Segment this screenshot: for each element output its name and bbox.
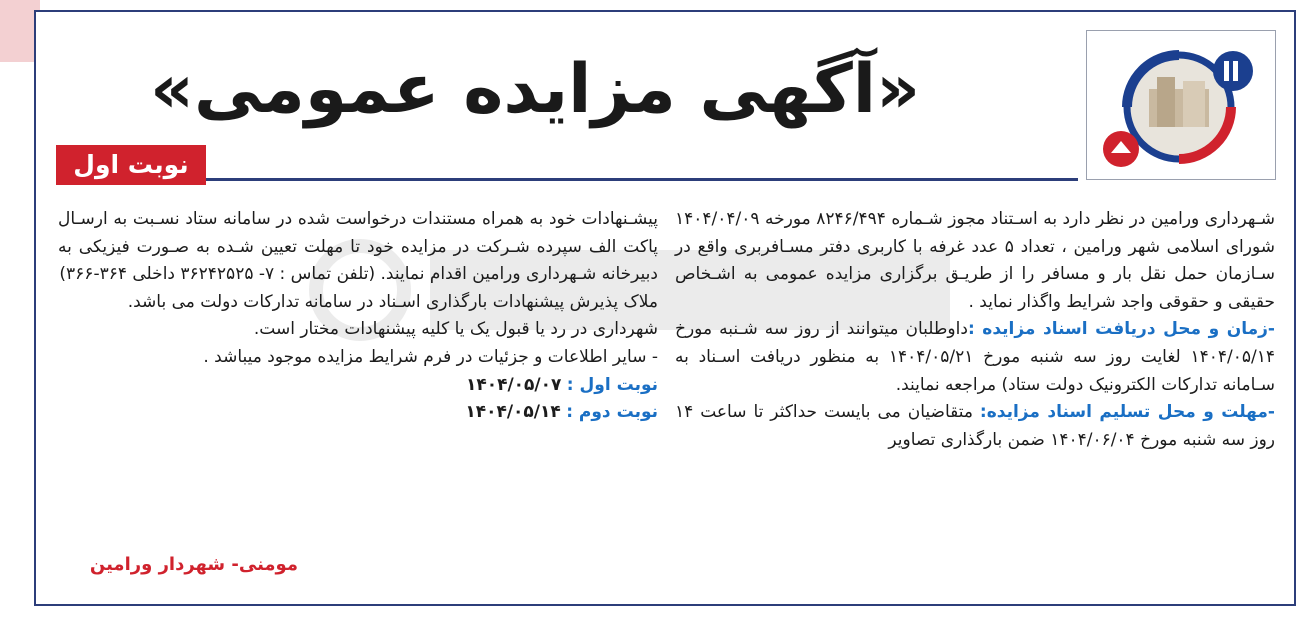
round2-label: نوبت دوم : — [566, 402, 658, 423]
right-column — [675, 206, 1275, 454]
more-info: - سایر اطلاعات و جزئیات در فرم شرایط مزایده موجود میباشد . — [203, 346, 658, 367]
section2-heading: -مهلت و محل تسلیم اسناد مزایده: — [979, 402, 1275, 423]
signature: مومنی- شهردار ورامین — [89, 554, 298, 575]
round2-line — [58, 399, 658, 427]
section-receive-documents — [675, 316, 1275, 399]
round1-label: نوبت اول : — [566, 374, 658, 395]
municipality-logo — [1086, 30, 1276, 180]
notice-title: «آگهی مزایده عمومی» — [150, 50, 920, 129]
round-badge: نوبت اول — [56, 145, 206, 185]
left-column — [58, 206, 658, 427]
round2-date: ۱۴۰۴/۰۵/۱۴ — [465, 402, 561, 423]
rejection-clause: شهرداری در رد یا قبول یک یا کلیه پیشنهادات مختار است. — [253, 319, 658, 340]
acceptance-criteria: ملاک پذیرش پیشنهادات بارگذاری اسـناد در سامانه تدارکات دولت می باشد. — [127, 291, 658, 312]
round1-line — [58, 372, 658, 400]
intro-paragraph: شـهرداری ورامین در نظر دارد به اسـتناد مجوز شـماره ۸۲۴۶/۴۹۴ مورخه ۱۴۰۴/۰۴/۰۹ شورای اسلامی شهر ورامین ، تعداد ۵ عدد غرفه با کاربری دفتر مسـافربری واقع در سـازمان حمل نقل بار و مسافر را از طریـق برگزاری مزایده عمومی به اشـخاص حقیقی و حقوقی واجد شرایط واگذار نماید . — [675, 209, 1275, 312]
submission-paragraph: پیشـنهادات خود به همراه مستندات درخواست شده در سامانه ستاد نسـبت به ارسـال پاکت الف سپرده شـرکت در مزایده خود تا مهلت تعیین شـده به صـورت فیزیکی به دبیرخانه شـهرداری ورامین اقدام نمایند. (تلفن تماس : ۷- ۳۶۲۴۲۵۲۵ داخلی ۳۶۴-۳۶۶) — [58, 209, 658, 285]
section1-text: داوطلبان میتوانند از روز سه شـنبه مورخ ۱۴۰۴/۰۵/۱۴ لغایت روز سه شنبه مورخ ۱۴۰۴/۰۵/۲۱ به منظور دریافت اسـناد به سـامانه تدارکات الکترونیک دولت ستاد) مراجعه نمایند. — [675, 319, 1275, 395]
section2-text: متقاضیان می بایست حداکثر تا ساعت ۱۴ روز سه شنبه مورخ ۱۴۰۴/۰۶/۰۴ ضمن بارگذاری تصاویر — [675, 402, 1275, 450]
round1-date: ۱۴۰۴/۰۵/۰۷ — [465, 374, 562, 395]
section1-heading: -زمان و محل دریافت اسناد مزایده : — [967, 319, 1275, 340]
header-divider — [56, 178, 1078, 181]
logo-icon — [1087, 31, 1275, 179]
section-submit-documents — [675, 399, 1275, 454]
